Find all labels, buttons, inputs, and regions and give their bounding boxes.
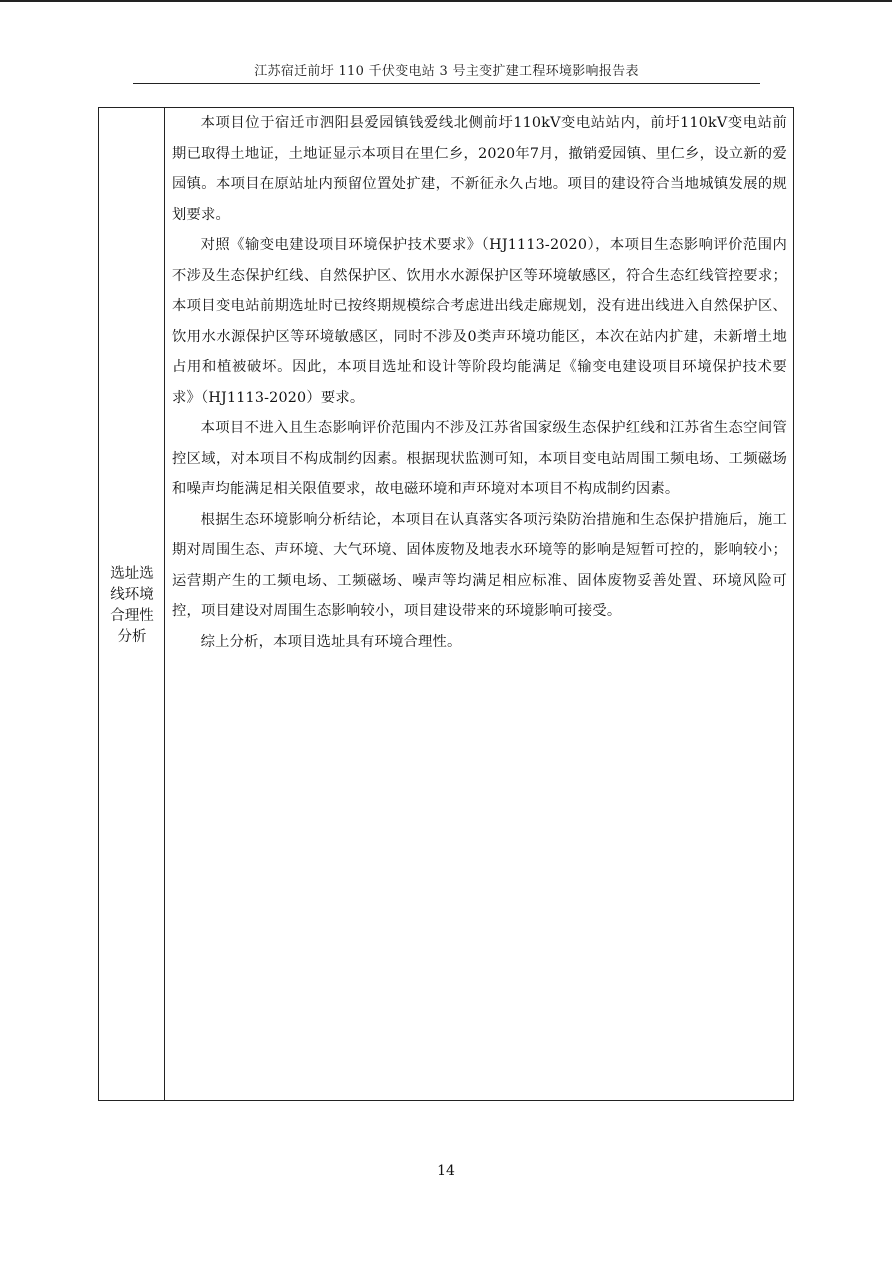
paragraph-site-location: 本项目位于宿迁市泗阳县爱园镇钱爱线北侧前圩110kV变电站站内，前圩110kV变电站前期已取得土地证，土地证显示本项目在里仁乡，2020年7月，撤销爱园镇、里仁乡，设立新的爱园镇。本项目在原站址内预留位置处扩建，不新征永久占地。项目的建设符合当地城镇发展的规划要求。	[172, 115, 787, 223]
row-content-cell	[172, 108, 787, 657]
row-label-cell	[99, 108, 165, 1100]
paragraph-summary: 综上分析，本项目选址具有环境合理性。	[200, 633, 462, 650]
running-header: 江苏宿迁前圩 110 千伏变电站 3 号主变扩建工程环境影响报告表	[254, 64, 639, 79]
row-label: 选址选线环境合理性分析	[110, 566, 154, 645]
paragraph-impact-conclusion: 根据生态环境影响分析结论，本项目在认真落实各项污染防治措施和生态保护措施后，施工期对周围生态、声环境、大气环境、固体废物及地表水环境等的影响是短暂可控的，影响较小；运营期产生的工频电场、工频磁场、噪声等均满足相应标准、固体废物妥善处置、环境风险可控，项目建设对周围生态影响较小，项目建设带来的环境影响可接受。	[172, 511, 787, 619]
paragraph-ecological-redline: 本项目不进入且生态影响评价范围内不涉及江苏省国家级生态保护红线和江苏省生态空间管控区域，对本项目不构成制约因素。根据现状监测可知，本项目变电站周围工频电场、工频磁场和噪声均能满足相关限值要求，故电磁环境和声环境对本项目不构成制约因素。	[172, 420, 787, 497]
page-top-border	[0, 0, 892, 2]
paragraph-technical-requirements: 对照《输变电建设项目环境保护技术要求》（HJ1113-2020），本项目生态影响评价范围内不涉及生态保护红线、自然保护区、饮用水水源保护区等环境敏感区，符合生态红线管控要求；本项目变电站前期选址时已按终期规模综合考虑进出线走廊规划，没有进出线进入自然保护区、饮用水水源保护区等环境敏感区，同时不涉及0类声环境功能区，本次在站内扩建，未新增土地占用和植被破坏。因此，本项目选址和设计等阶段均能满足《输变电建设项目环境保护技术要求》（HJ1113-2020）要求。	[172, 237, 787, 406]
analysis-table	[98, 107, 794, 1101]
page-number: 14	[437, 1163, 455, 1179]
header-rule	[133, 83, 760, 84]
